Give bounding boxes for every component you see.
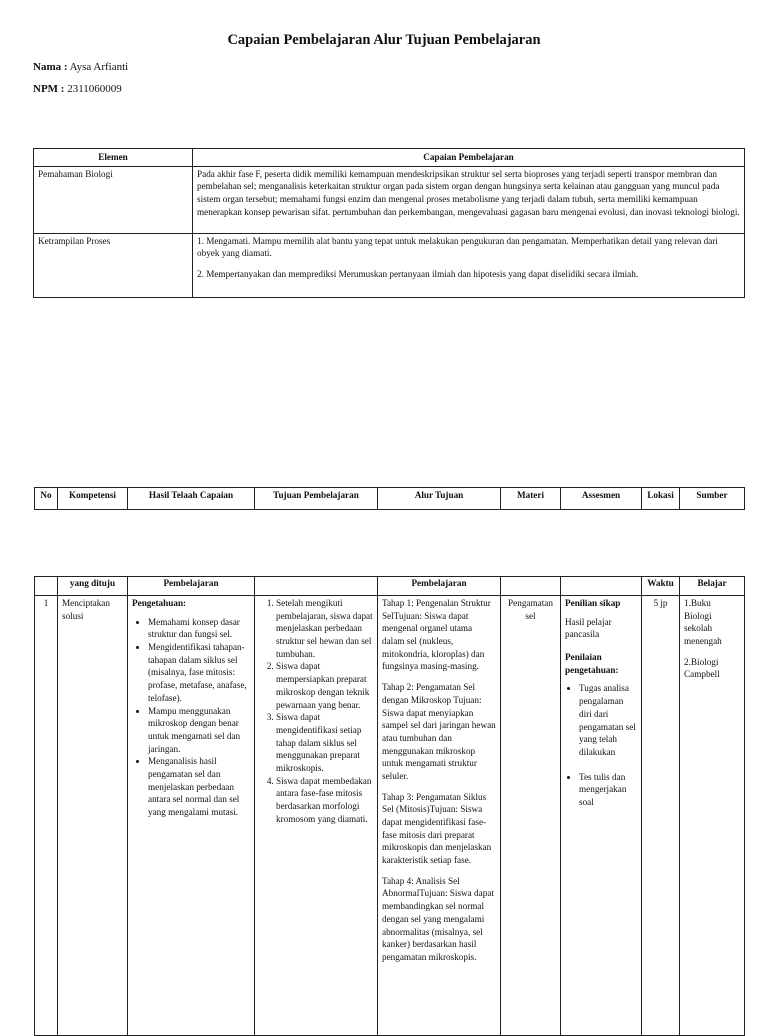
atp-table xyxy=(34,576,745,1036)
list-item: • Tugas analisa pengalaman diri dari pengamatan sel yang telah dilakukan xyxy=(579,682,637,758)
document-title: Capaian Pembelajaran Alur Tujuan Pembelajaran xyxy=(227,32,541,48)
npm-line xyxy=(33,83,122,95)
name-value: Aysa Arfianti xyxy=(67,61,129,73)
tujuan-list xyxy=(259,597,373,825)
asesmen-list xyxy=(565,682,637,808)
alur-cell xyxy=(378,596,501,1036)
header-no: No xyxy=(35,488,58,510)
asesmen-sikap-text: Hasil pelajar pancasila xyxy=(565,616,612,640)
list-item: • Tes tulis dan mengerjakan soal xyxy=(579,771,637,809)
header-cont-belajar: Belajar xyxy=(680,577,745,596)
header-cont-tujuan xyxy=(255,577,378,596)
hasil-telaah-cell xyxy=(128,596,255,1036)
pengetahuan-heading: Pengetahuan: xyxy=(132,598,187,608)
header-cont-hasil-telaah: Pembelajaran xyxy=(128,577,255,596)
cp-cell xyxy=(193,233,745,297)
list-item: 4. Siswa dapat membedakan antara fase-fase mitosis berdasarkan morfologi kromosom yang diamati. xyxy=(276,775,373,826)
alur-paragraph: Tahap 4: Analisis Sel AbnormalTujuan: Siswa dapat membandingkan sel normal dengan sel yang mengalami abnormalitas (misalnya, sel kanker) berdasarkan hasil pengamatan mikroskopis. xyxy=(382,875,494,962)
sumber-item: 1.Buku Biologi sekolah menengah xyxy=(684,598,722,647)
header-cont-assesmen xyxy=(561,577,642,596)
header-cont-alur: Pembelajaran xyxy=(378,577,501,596)
header-kompetensi: Kompetensi xyxy=(58,488,128,510)
tujuan-cell xyxy=(255,596,378,1036)
cp-paragraph: 1. Mengamati. Mampu memilih alat bantu yang tepat untuk melakukan pengukuran dan pengamatan. Memperhatikan detail yang relevan dari obyek yang diamati. xyxy=(197,235,718,259)
materi-cell: Pengamatan sel xyxy=(501,596,561,1036)
list-item: 3. Siswa dapat mengidentifikasi setiap tahap dalam siklus sel menggunakan preparat mikroskopis. xyxy=(276,711,373,774)
header-cont-no xyxy=(35,577,58,596)
header-materi: Materi xyxy=(501,488,561,510)
sumber-cell xyxy=(680,596,745,1036)
npm-label: NPM : xyxy=(33,83,65,95)
list-item: • Mampu menggunakan mikroskop dengan benar untuk mengamati sel dan jaringan. xyxy=(148,705,250,756)
kompetensi-cell: Menciptakan solusi xyxy=(58,596,128,1036)
atp-header-row xyxy=(35,488,745,510)
header-cont-kompetensi: yang dituju xyxy=(58,577,128,596)
cp-table-header xyxy=(34,149,745,167)
alur-paragraph: Tahap 1: Pengenalan Struktur SelTujuan: Siswa dapat mengenal organel utama dalam sel (nukleus, mitokondria, kloroplas) dan fungsinya masing-masing. xyxy=(382,598,491,672)
header-lokasi: Lokasi xyxy=(642,488,680,510)
npm-value: 2311060009 xyxy=(64,83,122,95)
asesmen-heading-sikap: Penilian sikap xyxy=(565,598,621,608)
name-label: Nama : xyxy=(33,61,68,73)
header-sumber: Sumber xyxy=(680,488,745,510)
no-cell: 1 xyxy=(35,596,58,1036)
asesmen-cell xyxy=(561,596,642,1036)
header-alur: Alur Tujuan xyxy=(378,488,501,510)
header-hasil-telaah: Hasil Telaah Capaian xyxy=(128,488,255,510)
list-item: • Mengidentifikasi tahapan-tahapan dalam siklus sel (misalnya, fase mitosis: profase, metafase, anafase, telofase). xyxy=(148,641,250,704)
waktu-cell: 5 jp xyxy=(642,596,680,1036)
asesmen-heading-pengetahuan: Penilaian pengetahuan: xyxy=(565,652,619,675)
table-row xyxy=(34,233,745,297)
name-line xyxy=(33,61,128,73)
list-item: 2. Siswa dapat mempersiapkan preparat mikroskop dengan teknik pewarnaan yang benar. xyxy=(276,660,373,711)
list-item: • Memahami konsep dasar struktur dan fungsi sel. xyxy=(148,616,250,641)
atp-header-row-2 xyxy=(35,577,745,596)
alur-paragraph: Tahap 3: Pengamatan Siklus Sel (Mitosis)Tujuan: Siswa dapat mengidentifikasi fase-fase mitosis dari preparat mikroskopis dan menjelaskan karakteristik setiap fase. xyxy=(382,791,492,866)
list-item: 1. Setelah mengikuti pembelajaran, siswa dapat menjelaskan perbedaan struktur sel hewan dan sel tumbuhan. xyxy=(276,597,373,660)
cp-cell: Pada akhir fase F, peserta didik memiliki kemampuan mendeskripsikan struktur sel serta bioproses yang terjadi seperti transpor membran dan pembelahan sel; menganalisis keterkaitan struktur organ pada sistem organ dengan hungsinya serta kelainan atau gangguan yang muncul pada sistem organ tersebut; memahami fungsi enzim dan mengenal proses metabolisme yang terjadi dalam tubuh, serta memiliki kemampuan menerapkan konsep pewarisan sifat. pertumbuhan dan perkembangan, mengevaluasi gagasan baru mengenai evolusi, dan inovasi teknologi biologi. xyxy=(193,166,745,233)
sumber-item: 2.Biologi Campbell xyxy=(684,656,720,680)
header-cont-materi xyxy=(501,577,561,596)
header-capaian: Capaian Pembelajaran xyxy=(193,149,745,167)
alur-paragraph: Tahap 2: Pengamatan Sel dengan Mikroskop Tujuan: Siswa dapat menyiapkan sampel sel dari jaringan hewan atau tumbuhan dan menggunakan mikroskop untuk mengamati struktur seluler. xyxy=(382,682,496,781)
elemen-cell: Ketrampilan Proses xyxy=(34,233,193,297)
header-cont-waktu: Waktu xyxy=(642,577,680,596)
hasil-telaah-list xyxy=(132,616,250,819)
header-tujuan: Tujuan Pembelajaran xyxy=(255,488,378,510)
elemen-cell: Pemahaman Biologi xyxy=(34,166,193,233)
table-row xyxy=(35,596,745,1036)
cp-paragraph: 2. Mempertanyakan dan memprediksi Merumuskan pertanyaan ilmiah dan hipotesis yang dapat diselidiki secara ilmiah. xyxy=(197,269,639,280)
header-elemen: Elemen xyxy=(34,149,193,167)
atp-header-table xyxy=(34,487,745,510)
list-item: • Menganalisis hasil pengamatan sel dan menjelaskan perbedaan antara sel normal dan sel yang mengalami mutasi. xyxy=(148,755,250,818)
cp-table xyxy=(33,148,745,298)
table-row xyxy=(34,166,745,233)
header-assesmen: Assesmen xyxy=(561,488,642,510)
